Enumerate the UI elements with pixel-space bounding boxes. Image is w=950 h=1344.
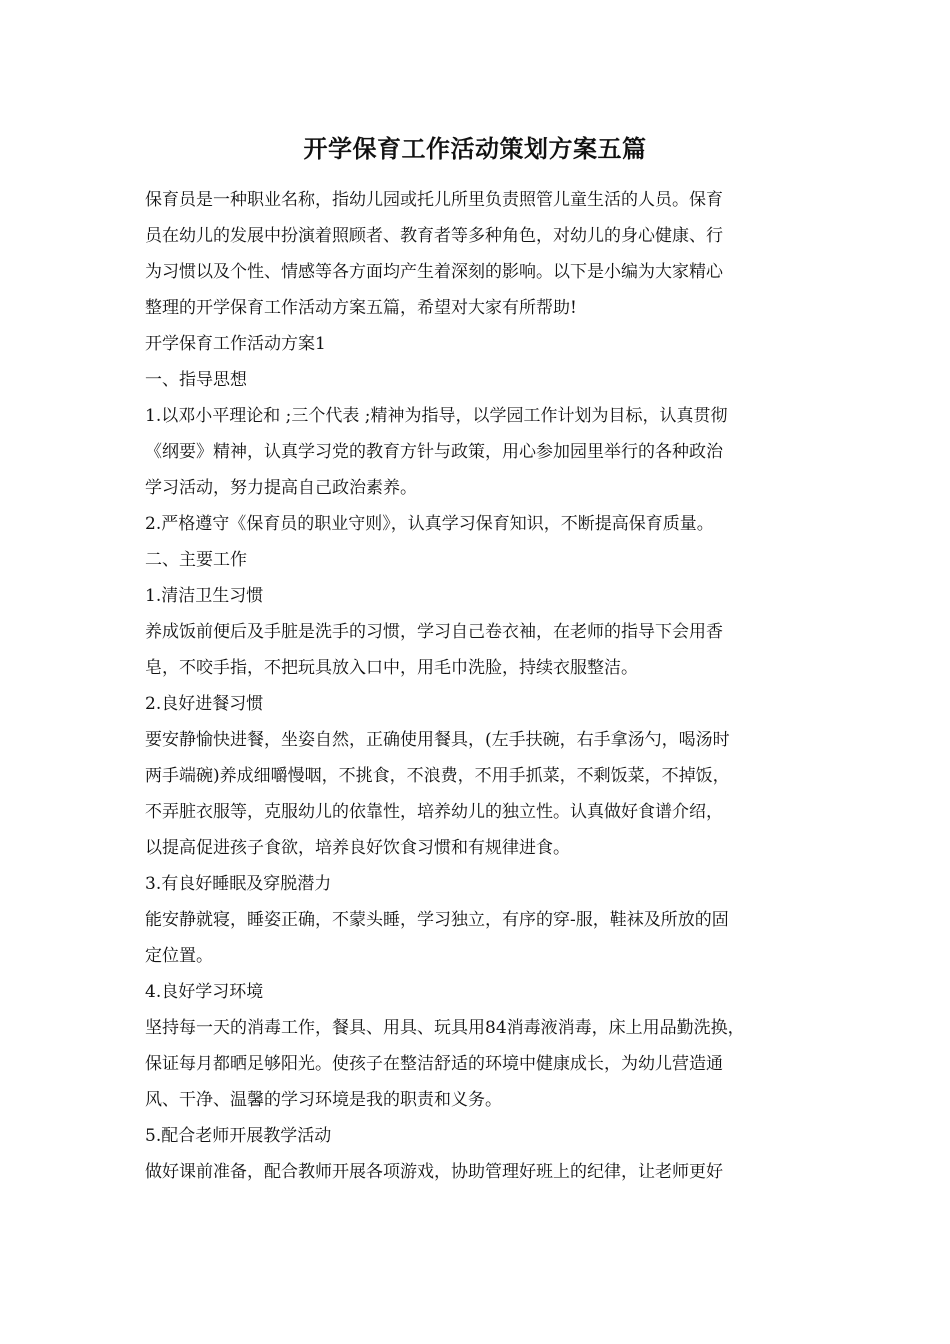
paragraph-line: 定位置。 — [145, 946, 213, 966]
paragraph-line: 两手端碗)养成细嚼慢咽，不挑食，不浪费，不用手抓菜，不剩饭菜，不掉饭， — [145, 766, 730, 786]
paragraph-line: 不弄脏衣服等，克服幼儿的依靠性，培养幼儿的独立性。认真做好食谱介绍， — [145, 802, 723, 822]
subheading-teaching: 5.配合老师开展教学活动 — [145, 1126, 332, 1146]
intro-line-3: 为习惯以及个性、情感等各方面均产生着深刻的影响。以下是小编为大家精心 — [145, 262, 723, 282]
intro-line-2: 员在幼儿的发展中扮演着照顾者、教育者等多种角色，对幼儿的身心健康、行 — [145, 226, 723, 246]
paragraph-line: 能安静就寝，睡姿正确，不蒙头睡，学习独立，有序的穿-服，鞋袜及所放的固 — [145, 910, 729, 930]
subheading-environment: 4.良好学习环境 — [145, 982, 264, 1002]
section-heading-guiding-thought: 一、指导思想 — [145, 370, 247, 390]
paragraph-line: 保证每月都晒足够阳光。使孩子在整洁舒适的环境中健康成长，为幼儿营造通 — [145, 1054, 723, 1074]
paragraph-line: 皂，不咬手指，不把玩具放入口中，用毛巾洗脸，持续衣服整洁。 — [145, 658, 638, 678]
subheading-sleep: 3.有良好睡眠及穿脱潜力 — [145, 874, 332, 894]
intro-line-4: 整理的开学保育工作活动方案五篇，希望对大家有所帮助! — [145, 298, 577, 318]
paragraph-line: 养成饭前便后及手脏是洗手的习惯，学习自己卷衣袖，在老师的指导下会用香 — [145, 622, 723, 642]
section-heading-plan-1: 开学保育工作活动方案1 — [145, 334, 326, 354]
paragraph-line: 学习活动，努力提高自己政治素养。 — [145, 478, 417, 498]
document-body — [145, 182, 815, 1190]
paragraph-line: 《纲要》精神，认真学习党的教育方针与政策，用心参加园里举行的各种政治 — [145, 442, 723, 462]
subheading-dining: 2.良好进餐习惯 — [145, 694, 264, 714]
section-heading-main-work: 二、主要工作 — [145, 550, 247, 570]
paragraph-line: 做好课前准备，配合教师开展各项游戏，协助管理好班上的纪律，让老师更好 — [145, 1162, 723, 1182]
paragraph-line: 2.严格遵守《保育员的职业守则》，认真学习保育知识，不断提高保育质量。 — [145, 514, 714, 534]
paragraph-line: 以提高促进孩子食欲，培养良好饮食习惯和有规律进食。 — [145, 838, 570, 858]
paragraph-line: 坚持每一天的消毒工作，餐具、用具、玩具用84消毒液消毒，床上用品勤洗换， — [145, 1018, 745, 1038]
document-title: 开学保育工作活动策划方案五篇 — [303, 134, 647, 163]
intro-line-1: 保育员是一种职业名称，指幼儿园或托儿所里负责照管儿童生活的人员。保育 — [145, 190, 723, 210]
paragraph-line: 要安静愉快进餐，坐姿自然，正确使用餐具，(左手扶碗，右手拿汤勺，喝汤时 — [145, 730, 730, 750]
subheading-hygiene: 1.清洁卫生习惯 — [145, 586, 264, 606]
paragraph-line: 风、干净、温馨的学习环境是我的职责和义务。 — [145, 1090, 502, 1110]
paragraph-line: 1.以邓小平理论和 ;三个代表 ;精神为指导，以学园工作计划为目标，认真贯彻 — [145, 406, 728, 426]
